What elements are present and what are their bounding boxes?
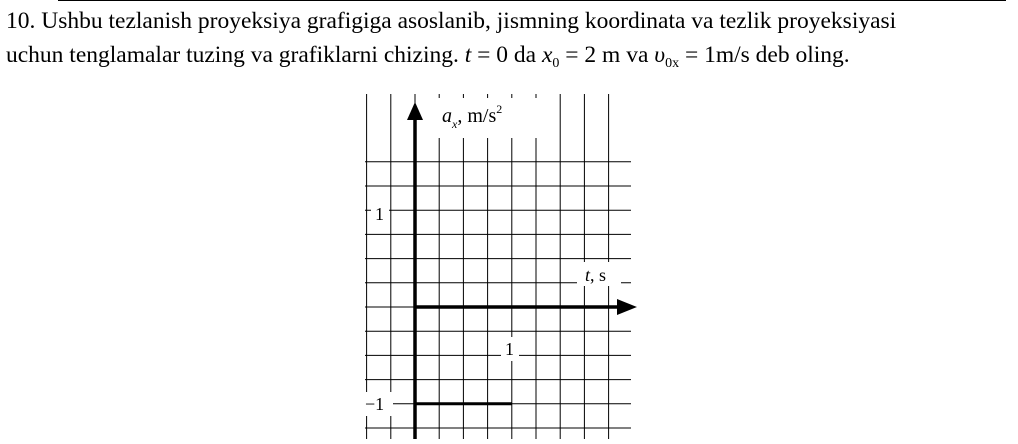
top-rule [58,0,1006,1]
word-da: da [513,42,537,68]
y-axis-label [442,102,502,131]
problem-line-1-text: Ushbu tezlanish proyeksiya grafigiga asoslanib, jismning koordinata va tezlik proyeksiyasi [41,8,897,34]
word-va: va [626,42,649,68]
problem-number: 10. [6,8,36,34]
y-axis-var: a [442,105,452,127]
x-axis-label: t, s [585,265,607,285]
x-tick-1-label: 1 [505,339,514,359]
y-axis-unit: , m/s [457,105,497,127]
v-variable: υ [654,42,666,68]
problem-line-1 [6,4,1012,38]
t-variable: t [464,42,472,68]
y-axis-sub: x [452,117,458,131]
acceleration-graph [355,88,655,444]
x-subscript: 0 [552,56,560,71]
y-tick-neg1-label: −1 [365,394,385,414]
tail-text: deb oling. [755,42,850,68]
problem-line-2-text: uchun tenglamalar tuzing va grafiklarni chizing. [6,42,459,68]
y-axis-arrow-icon [407,102,423,120]
x-variable: x [541,42,553,68]
graph-svg [355,88,655,439]
y-tick-1-label: 1 [375,204,384,224]
x-axis-arrow-icon [617,299,637,315]
v-subscript: 0x [665,56,680,71]
problem-statement [6,4,1012,72]
y-axis-unit-sup: 2 [496,102,503,116]
problem-line-2 [6,38,1012,72]
t-condition: = 0 [471,42,509,68]
x-value: = 2 m [559,42,621,68]
v-value: = 1m/s [679,42,750,68]
